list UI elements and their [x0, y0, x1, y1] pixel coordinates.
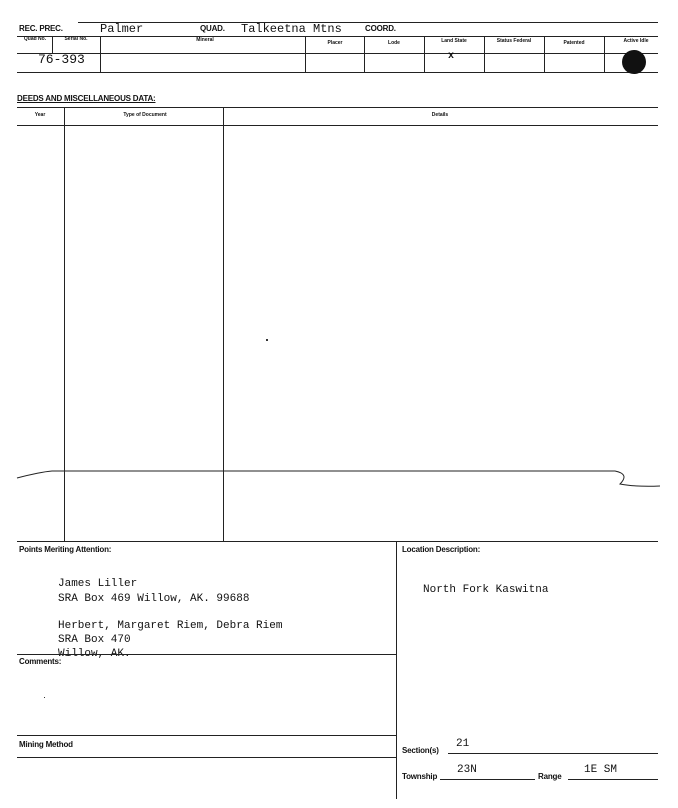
points-line-2: SRA Box 469 Willow, AK. 99688 — [58, 593, 250, 605]
col-placer: Placer — [327, 40, 343, 46]
page-curl-line — [0, 462, 678, 492]
deeds-title: DEEDS AND MISCELLANEOUS DATA: — [17, 94, 156, 103]
points-line-4: SRA Box 470 — [58, 634, 131, 646]
rec-prec-value: Palmer — [100, 22, 144, 36]
col-patented: Patented — [563, 40, 585, 46]
location-value: North Fork Kaswitna — [423, 584, 549, 596]
col-land-state: Land State — [441, 38, 467, 44]
land-state-mark: x — [448, 51, 455, 62]
section-value: 21 — [456, 738, 470, 750]
coord-label: COORD. — [365, 24, 396, 33]
deeds-col-year: Year — [34, 112, 46, 118]
township-value: 23N — [457, 764, 477, 776]
deeds-col-details: Details — [431, 112, 449, 118]
col-serial-no: Serial No. — [64, 36, 88, 42]
quad-value: Talkeetna Mtns — [241, 22, 342, 36]
small-dot — [266, 339, 268, 341]
range-label: Range — [538, 772, 562, 781]
location-label: Location Description: — [402, 545, 481, 554]
col-active-idle: Active Idle — [623, 38, 649, 44]
col-quad-no: Quad No. — [23, 36, 47, 42]
rec-prec-label: REC. PREC. — [19, 24, 63, 33]
col-status-federal: Status Federal — [496, 38, 532, 44]
mining-label: Mining Method — [19, 740, 73, 749]
township-label: Township — [402, 772, 438, 781]
col-lode: Lode — [388, 40, 400, 46]
col-mineral: Mineral — [196, 37, 214, 43]
small-dot — [44, 697, 45, 698]
points-line-3: Herbert, Margaret Riem, Debra Riem — [58, 620, 283, 632]
points-line-1: James Liller — [58, 578, 138, 590]
points-line-5: Willow, AK. — [58, 648, 131, 660]
quad-label: QUAD. — [200, 24, 225, 33]
range-value: 1E SM — [584, 764, 618, 776]
section-label: Section(s) — [402, 746, 439, 755]
quad-no-value: 76-393 — [38, 52, 85, 67]
active-marker-dot — [622, 50, 646, 74]
comments-label: Comments: — [19, 657, 62, 666]
deeds-col-type: Type of Document — [123, 112, 167, 118]
points-label: Points Meriting Attention: — [19, 545, 112, 554]
